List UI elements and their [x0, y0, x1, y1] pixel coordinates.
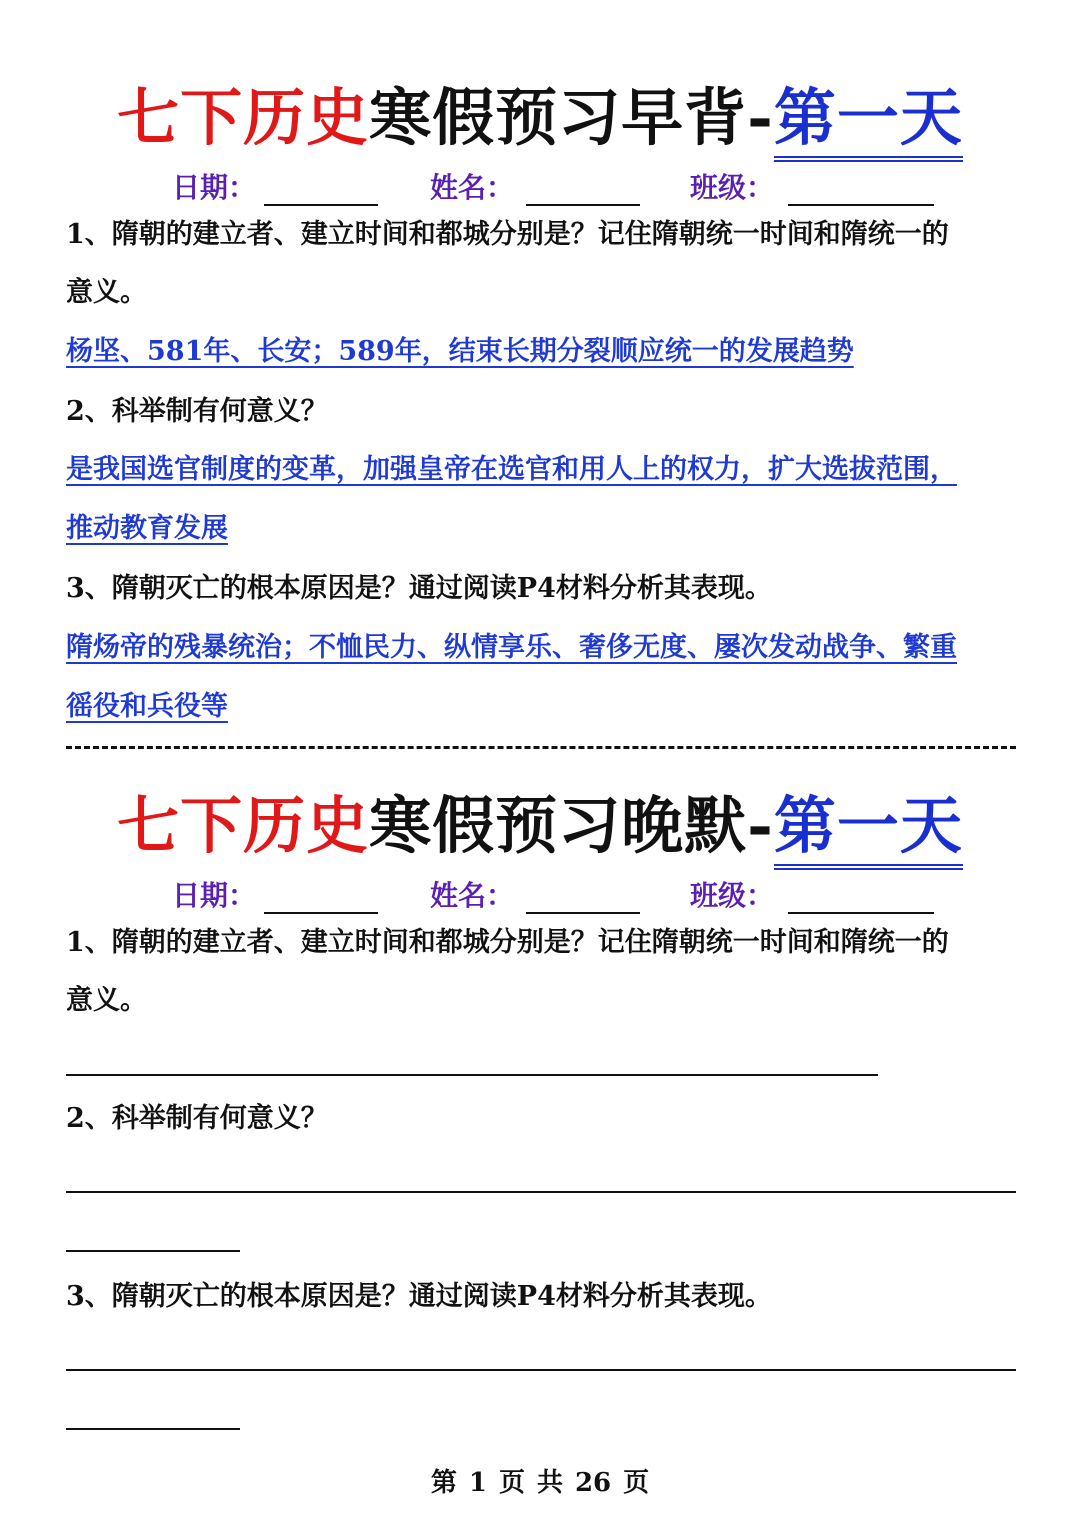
question-text: 2、科举制有何意义？	[66, 1103, 328, 1134]
page-footer	[0, 1462, 1080, 1499]
morning-answer-3-line1: 隋炀帝的残暴统治；不恤民力、纵情享乐、奢侈无度、屡次发动战争、繁重	[66, 632, 957, 663]
question-text: 3、隋朝灭亡的根本原因是？通过阅读P4材料分析其表现。	[66, 1281, 772, 1312]
footer-word: 页	[623, 1468, 650, 1498]
footer-word: 页	[498, 1468, 525, 1498]
morning-title-main: 寒假预习早背-	[369, 81, 774, 154]
date-label: 日期：	[172, 171, 257, 204]
page-number: 1	[468, 1468, 487, 1498]
answer-blank-line[interactable]	[66, 1250, 240, 1252]
morning-info-row	[0, 162, 1080, 212]
morning-title-subject: 七下历史	[117, 81, 370, 154]
answer-blank-line[interactable]	[66, 1428, 240, 1430]
evening-question-1	[66, 914, 1016, 1030]
class-label: 班级：	[690, 171, 775, 204]
morning-title-day: 第一天	[774, 81, 963, 162]
morning-answer-1: 杨坚、581年、长安；589年，结束长期分裂顺应统一的发展趋势	[66, 336, 854, 367]
evening-title	[0, 776, 1080, 865]
name-label: 姓名：	[430, 171, 515, 204]
question-text: 3、隋朝灭亡的根本原因是？通过阅读P4材料分析其表现。	[66, 573, 772, 604]
morning-question-1	[66, 206, 1016, 322]
morning-answer-2-line2: 推动教育发展	[66, 513, 228, 544]
evening-info-row	[0, 870, 1080, 920]
evening-question-2	[66, 1090, 1016, 1148]
morning-title	[0, 68, 1080, 157]
evening-title-day: 第一天	[774, 789, 963, 870]
evening-question-3	[66, 1268, 1016, 1326]
question-text: 1、隋朝的建立者、建立时间和都城分别是？记住隋朝统一时间和隋统一的	[66, 927, 949, 958]
evening-title-main: 寒假预习晚默-	[369, 789, 774, 862]
footer-word: 共	[536, 1468, 563, 1498]
morning-question-2	[66, 383, 1016, 441]
answer-blank-line[interactable]	[66, 1074, 878, 1076]
evening-title-subject: 七下历史	[117, 789, 370, 862]
answer-blank-line[interactable]	[66, 1369, 1016, 1371]
name-label: 姓名：	[430, 879, 515, 912]
morning-question-3	[66, 560, 1016, 618]
footer-word: 第	[430, 1468, 457, 1498]
date-label: 日期：	[172, 879, 257, 912]
question-text: 1、隋朝的建立者、建立时间和都城分别是？记住隋朝统一时间和隋统一的	[66, 219, 949, 250]
page-total: 26	[574, 1468, 612, 1498]
question-text: 2、科举制有何意义？	[66, 396, 328, 427]
morning-answer-2-line1: 是我国选官制度的变革，加强皇帝在选官和用人上的权力，扩大选拔范围，	[66, 454, 957, 485]
morning-answer-3-line2: 徭役和兵役等	[66, 691, 228, 722]
answer-blank-line[interactable]	[66, 1191, 1016, 1193]
question-text: 意义。	[66, 277, 147, 308]
class-label: 班级：	[690, 879, 775, 912]
section-divider	[66, 746, 1016, 749]
question-text: 意义。	[66, 985, 147, 1016]
